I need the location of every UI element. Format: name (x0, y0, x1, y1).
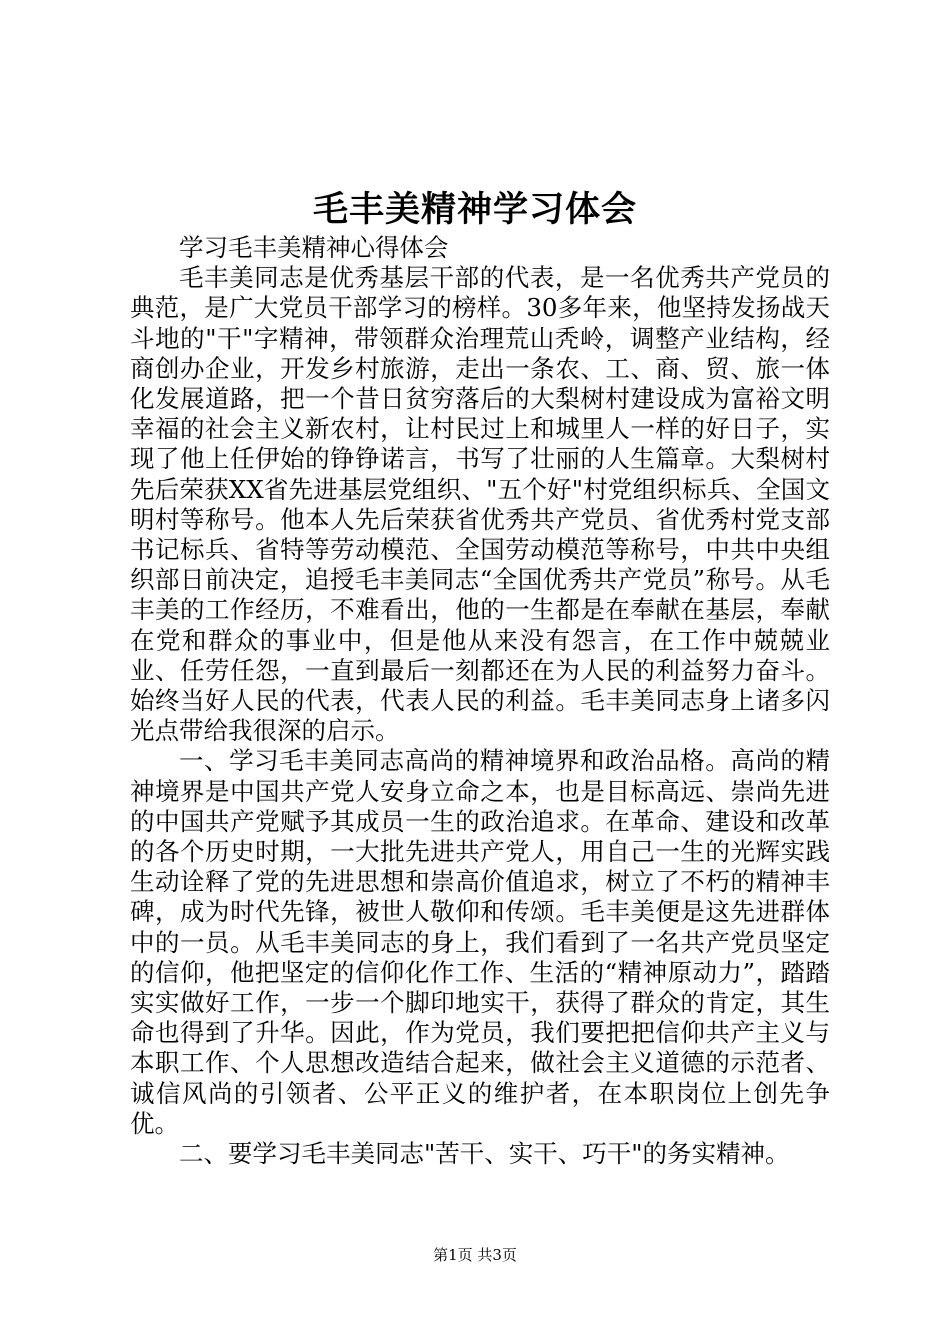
section-two-paragraph: 二、要学习毛丰美同志"苦干、实干、巧干"的务实精神。 (179, 1139, 790, 1169)
page-footer: 第1页 共3页 (433, 1246, 517, 1264)
intro-paragraph: 毛丰美同志是优秀基层干部的代表，是一名优秀共产党员的典范，是广大党员干部学习的榜样。30多年来，他坚持发扬战天斗地的"干"字精神，带领群众治理荒山秃岭，调整产业结构，经商创办企业，开发乡村旅游，走出一条农、工、商、贸、旅一体化发展道路，把一个昔日贫穷落后的大梨树村建设成为富裕文明幸福的社会主义新农村，让村民过上和城里人一样的好日子，实现了他上任伊始的铮铮诺言，书写了壮丽的人生篇章。大梨树村先后荣获XX省先进基层党组织、"五个好"村党组织标兵、全国文明村等称号。他本人先后荣获省优秀共产党员、省优秀村党支部书记标兵、省特等劳动模范、全国劳动模范等称号，中共中央组织部日前决定，追授毛丰美同志“全国优秀共产党员”称号。从毛丰美的工作经历，不难看出，他的一生都是在奉献在基层，奉献在党和群众的事业中，但是他从来没有怨言，在工作中兢兢业业、任劳任怨，一直到最后一刻都还在为人民的利益努力奋斗。始终当好人民的代表，代表人民的利益。毛丰美同志身上诸多闪光点带给我很深的启示。 (130, 263, 830, 746)
section-one-paragraph: 一、学习毛丰美同志高尚的精神境界和政治品格。高尚的精神境界是中国共产党人安身立命之本，也是目标高远、崇尚先进的中国共产党赋予其成员一生的政治追求。在革命、建设和改革的各个历史时期，一大批先进共产党人，用自己一生的光辉实践生动诠释了党的先进思想和崇高价值追求，树立了不朽的精神丰碑，成为时代先锋，被世人敬仰和传颂。毛丰美便是这先进群体中的一员。从毛丰美同志的身上，我们看到了一名共产党员坚定的信仰，他把坚定的信仰化作工作、生活的“精神原动力”，踏踏实实做好工作，一步一个脚印地实干，获得了群众的肯定，其生命也得到了升华。因此，作为党员，我们要把把信仰共产主义与本职工作、个人思想改造结合起来，做社会主义道德的示范者、诚信风尚的引领者、公平正义的维护者，在本职岗位上创先争优。 (130, 746, 830, 1138)
document-body (130, 233, 830, 1169)
document-title: 毛丰美精神学习体会 (312, 189, 637, 230)
subtitle-paragraph: 学习毛丰美精神心得体会 (179, 233, 449, 262)
